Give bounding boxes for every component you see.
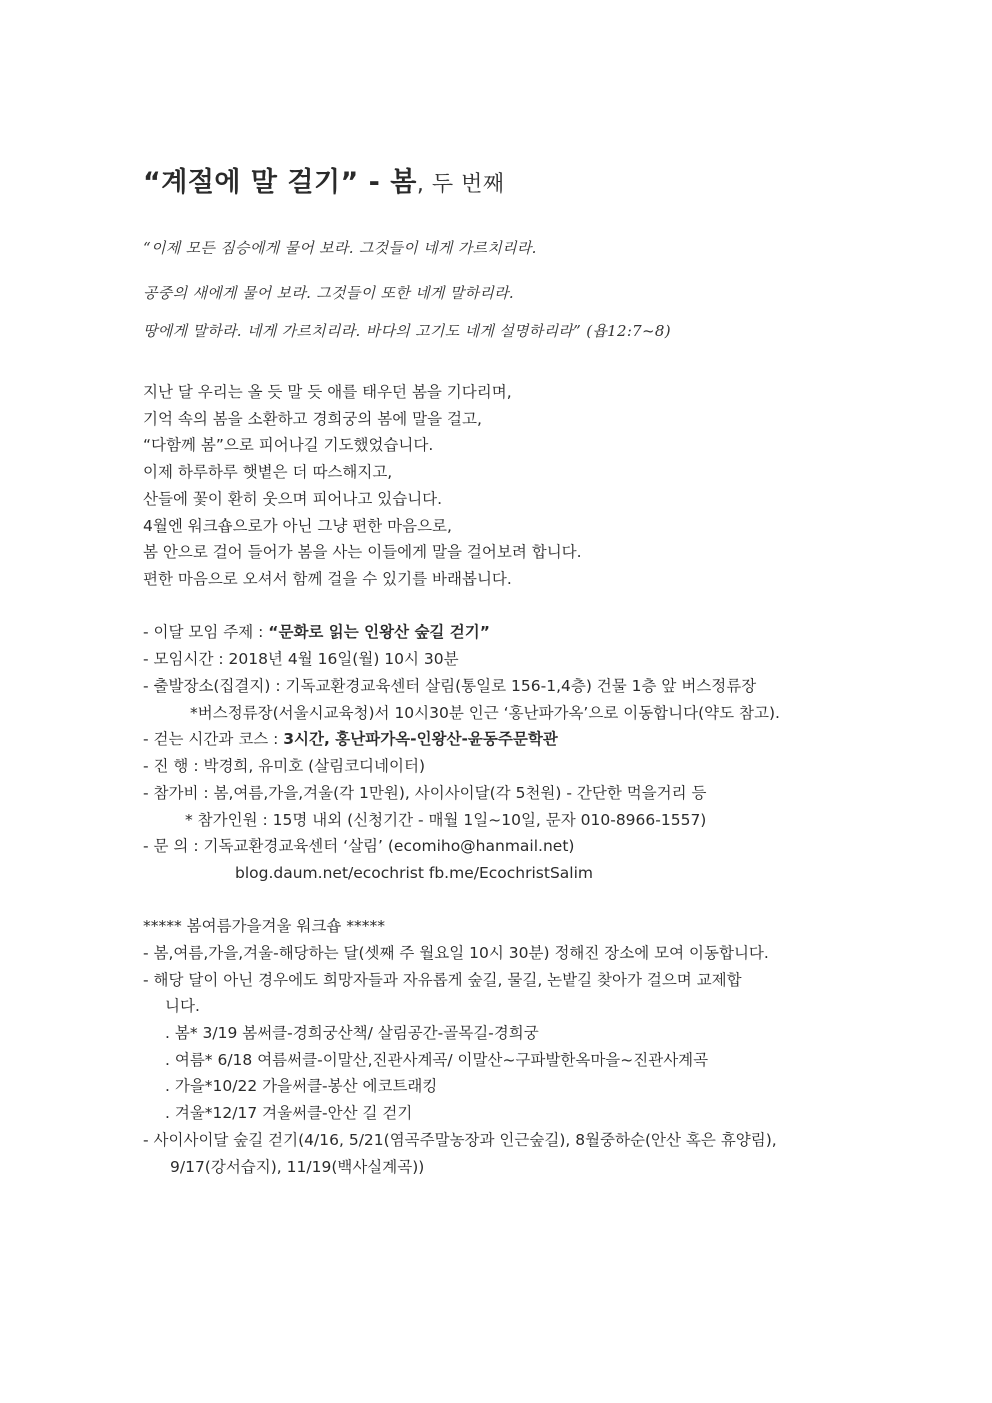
topic-line <box>143 622 490 642</box>
season-autumn: . 가을*10/22 가을써클-봉산 에코트래킹 <box>165 1077 438 1095</box>
season-spring: . 봄* 3/19 봄써클-경희궁산책/ 살림공간-골목길-경희궁 <box>165 1024 539 1042</box>
course-line <box>143 729 558 749</box>
workshop-line-2b: 니다. <box>165 997 200 1015</box>
verse-line-3: 땅에게 말하라. 네게 가르치리라. 바다의 고기도 네게 설명하리라” (욥12:7~8) <box>143 322 671 340</box>
intro-line-1: 지난 달 우리는 올 듯 말 듯 애를 태우던 봄을 기다리며, <box>143 383 512 401</box>
leaders-line: - 진 행 : 박경희, 유미호 (살림코디네이터) <box>143 757 425 775</box>
title-sub: , 두 번째 <box>416 172 505 197</box>
workshop-heading: ***** 봄여름가을겨울 워크숍 ***** <box>143 917 386 935</box>
intro-line-3: “다함께 봄”으로 피어나길 기도했었습니다. <box>143 436 434 454</box>
workshop-line-3b: 9/17(강서습지), 11/19(백사실계곡)) <box>170 1158 425 1176</box>
intro-line-7: 봄 안으로 걸어 들어가 봄을 사는 이들에게 말을 걸어보려 합니다. <box>143 543 582 561</box>
contact-links: blog.daum.net/ecochrist fb.me/EcochristSalim <box>235 864 593 882</box>
course-value: 3시간, 홍난파가옥-인왕산-윤동주문학관 <box>283 730 558 748</box>
title-main: “계절에 말 걸기” - 봄 <box>143 167 417 198</box>
topic-label: - 이달 모임 주제 : <box>143 623 269 641</box>
verse-line-2: 공중의 새에게 물어 보라. 그것들이 또한 네게 말하리라. <box>143 284 514 302</box>
season-summer: . 여름* 6/18 여름써클-이말산,진관사계곡/ 이말산~구파발한옥마을~진관사계곡 <box>165 1051 709 1069</box>
place-line: - 출발장소(집결지) : 기독교환경교육센터 살림(통일로 156-1,4층) 건물 1층 앞 버스정류장 <box>143 677 757 695</box>
time-line: - 모임시간 : 2018년 4월 16일(월) 10시 30분 <box>143 650 459 668</box>
season-winter: . 겨울*12/17 겨울써클-안산 길 걷기 <box>165 1104 413 1122</box>
topic-value: “문화로 읽는 인왕산 숲길 걷기” <box>268 623 490 641</box>
document-title <box>143 160 505 199</box>
workshop-line-1: - 봄,여름,가을,겨울-해당하는 달(셋째 주 월요일 10시 30분) 정해진 장소에 모여 이동합니다. <box>143 944 769 962</box>
place-note: *버스정류장(서울시교육청)서 10시30분 인근 ‘홍난파가옥’으로 이동합니다(약도 참고). <box>190 704 780 722</box>
intro-line-6: 4월엔 워크숍으로가 아닌 그냥 편한 마음으로, <box>143 517 452 535</box>
intro-line-5: 산들에 꽃이 환히 웃으며 피어나고 있습니다. <box>143 490 443 508</box>
verse-line-1: “이제 모든 짐승에게 물어 보라. 그것들이 네게 가르치리라. <box>143 239 537 257</box>
course-label: - 걷는 시간과 코스 : <box>143 730 284 748</box>
capacity-line: * 참가인원 : 15명 내외 (신청기간 - 매월 1일~10일, 문자 010-8966-1557) <box>185 811 707 829</box>
intro-line-2: 기억 속의 봄을 소환하고 경희궁의 봄에 말을 걸고, <box>143 410 482 428</box>
fee-line: - 참가비 : 봄,여름,가을,겨울(각 1만원), 사이사이달(각 5천원) - 간단한 먹을거리 등 <box>143 784 707 802</box>
intro-line-4: 이제 하루하루 햇볕은 더 따스해지고, <box>143 463 393 481</box>
contact-line: - 문 의 : 기독교환경교육센터 ‘살림’ (ecomiho@hanmail.net) <box>143 837 575 855</box>
workshop-line-3a: - 사이사이달 숲길 걷기(4/16, 5/21(염곡주말농장과 인근숲길), 8월중하순(안산 혹은 휴양림), <box>143 1131 777 1149</box>
intro-line-8: 편한 마음으로 오셔서 함께 걸을 수 있기를 바래봅니다. <box>143 570 512 588</box>
workshop-line-2a: - 해당 달이 아닌 경우에도 희망자들과 자유롭게 숲길, 물길, 논밭길 찾아가 걸으며 교제합 <box>143 971 742 989</box>
